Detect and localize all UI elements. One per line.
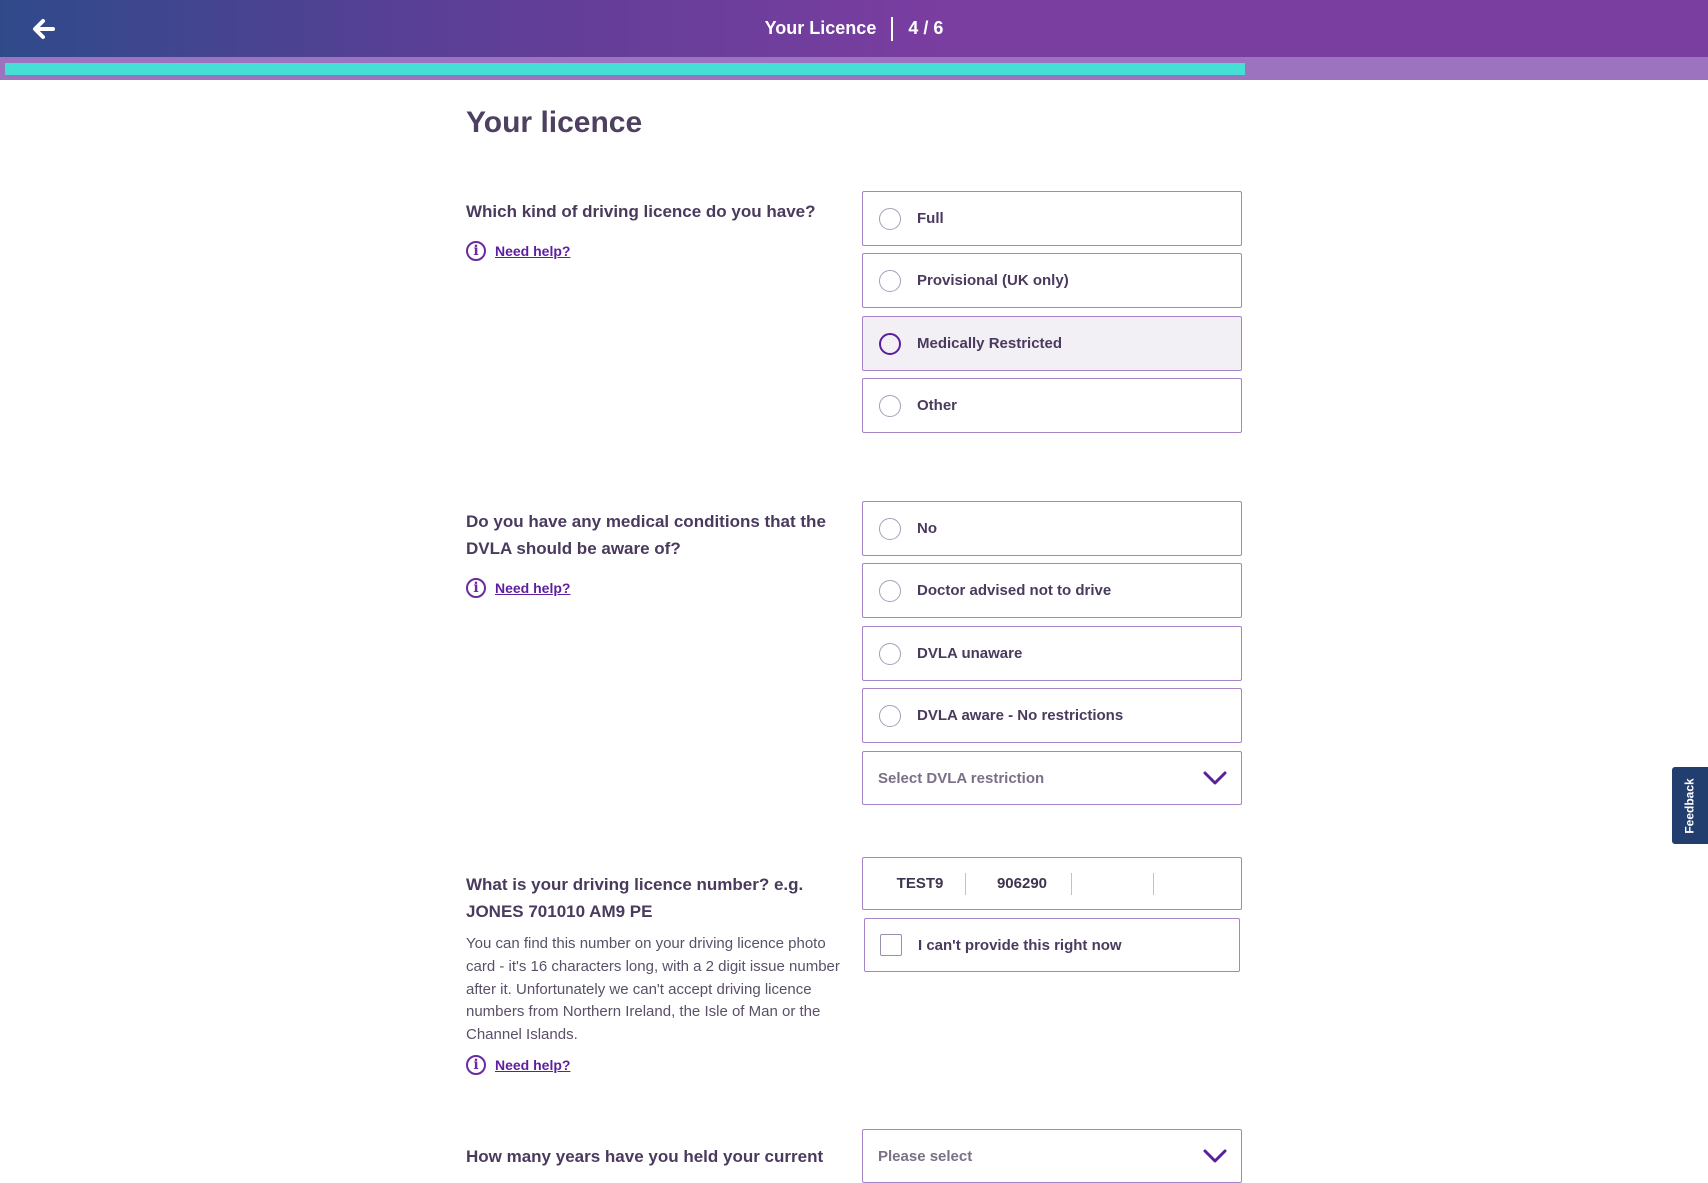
radio-button[interactable] — [879, 643, 901, 665]
q2-option-dvla-aware[interactable] — [862, 688, 1242, 743]
q1-option-medically-restricted[interactable] — [862, 316, 1242, 371]
top-bar — [0, 0, 1708, 57]
q2-option-doctor-advised[interactable] — [862, 563, 1242, 618]
radio-button[interactable] — [879, 580, 901, 602]
licence-number-field — [862, 857, 1242, 910]
q2-option-dvla-unaware[interactable] — [862, 626, 1242, 681]
option-label: DVLA unaware — [917, 645, 1023, 662]
option-label: Full — [917, 210, 944, 227]
feedback-tab[interactable] — [1672, 767, 1708, 844]
q1-label: Which kind of driving licence do you have? — [466, 202, 816, 221]
select-value: Select DVLA restriction — [878, 769, 1045, 787]
q1-option-provisional[interactable] — [862, 253, 1242, 308]
option-label: Doctor advised not to drive — [917, 582, 1112, 599]
q1-help[interactable] — [466, 241, 570, 261]
option-label: Provisional (UK only) — [917, 272, 1069, 289]
radio-button[interactable] — [879, 705, 901, 727]
q1-option-other[interactable] — [862, 378, 1242, 433]
dvla-restriction-select[interactable] — [862, 751, 1242, 805]
radio-button[interactable] — [879, 395, 901, 417]
licence-part-1[interactable] — [883, 870, 957, 898]
field-divider — [1071, 873, 1072, 895]
header-title: Your Licence — [764, 18, 877, 38]
chevron-down-icon — [1203, 771, 1227, 785]
field-divider — [1153, 873, 1154, 895]
q1-help-link[interactable]: Need help? — [495, 243, 571, 259]
licence-part-4[interactable] — [1161, 870, 1231, 898]
feedback-label: Feedback — [1683, 777, 1698, 834]
page-title: Your licence — [466, 106, 643, 139]
progress-bar — [0, 57, 1708, 80]
option-label: Medically Restricted — [917, 335, 1063, 352]
progress-fill — [5, 63, 1245, 75]
licence-part-2[interactable] — [975, 870, 1069, 898]
option-label: Other — [917, 397, 958, 414]
field-divider — [965, 873, 966, 895]
cant-provide-checkbox-row[interactable] — [864, 918, 1240, 972]
chevron-down-icon — [1203, 1149, 1227, 1163]
radio-button[interactable] — [879, 333, 901, 355]
info-icon: i — [466, 241, 486, 261]
q3-description: You can find this number on your driving licence photo card - it's 16 characters long, with a 2 digit issue number after it. Unfortunately we can't accept driving licence numbers from Northern Ireland, the Isle of Man or the Channel Islands. — [466, 935, 840, 1044]
checkbox[interactable] — [880, 934, 902, 956]
q2-option-no[interactable] — [862, 501, 1242, 556]
radio-button[interactable] — [879, 518, 901, 540]
licence-part-3[interactable] — [1079, 870, 1149, 898]
q2-label: Do you have any medical conditions that the DVLA should be aware of? — [466, 512, 826, 558]
checkbox-label: I can't provide this right now — [918, 936, 1122, 954]
option-label: No — [917, 520, 937, 537]
option-label: DVLA aware - No restrictions — [917, 707, 1124, 724]
radio-button[interactable] — [879, 270, 901, 292]
q3-label: What is your driving licence number? e.g. JONES 701010 AM9 PE — [466, 875, 804, 921]
years-held-select[interactable] — [862, 1129, 1242, 1183]
q4-label: How many years have you held your current — [466, 1147, 824, 1166]
q3-help[interactable] — [466, 1055, 570, 1075]
info-icon: i — [466, 1055, 486, 1075]
header-divider — [891, 17, 893, 41]
q3-help-link[interactable]: Need help? — [495, 1057, 571, 1073]
step-counter: 4 / 6 — [908, 18, 944, 38]
info-icon: i — [466, 578, 486, 598]
q1-option-full[interactable] — [862, 191, 1242, 246]
header-title-group — [0, 0, 1708, 57]
radio-button[interactable] — [879, 208, 901, 230]
select-value: Please select — [878, 1147, 973, 1165]
q2-help-link[interactable]: Need help? — [495, 580, 571, 596]
q2-help[interactable] — [466, 578, 570, 598]
